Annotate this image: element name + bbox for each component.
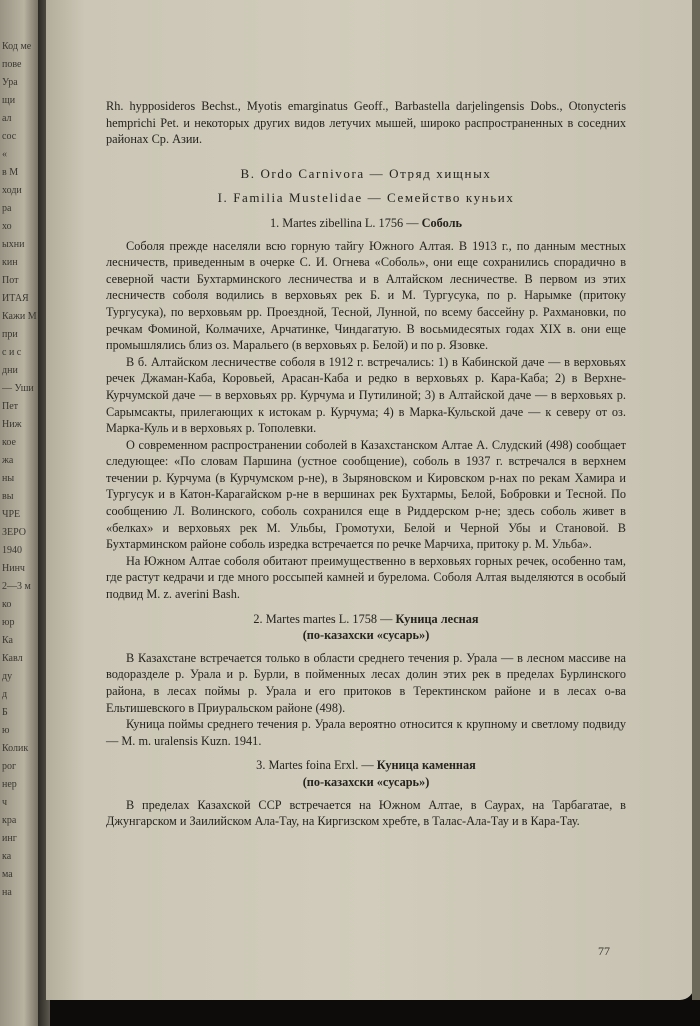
left-page-fragment: ыхни	[2, 239, 25, 250]
left-page-fragment: ю	[2, 725, 10, 736]
page-number: 77	[598, 944, 610, 958]
page-edge-right	[692, 0, 700, 1000]
paragraph-sable-current: О современном распространении соболей в Казахстанском Алтае А. Слудский (498) сообщает следующее: «По словам Паршина (устное сообщение), соболь в 1937 г. встречался в верхнем течении р. Курчума (в Курчумском р-не), в Зыряновском и Кировском р-нах по рекам Хамира и Тургусук и в Катон-Карагайском р-не в вершинах рек Бухтармы, Белой, Бобровки и Тесной. По сообщению Л. Волинского, соболь сохранился еще в Риддерском р-не; здесь соболь живет в «белках» и верховьях рек М. Ульбы, Громотухи, Белой и Черной Убы и Становой. В Бухтарминском районе соболь изредка встречается по речке Марчиха, притоку р. М. Ульба».	[106, 437, 626, 552]
left-page-fragment: в М	[2, 167, 19, 178]
left-page-fragment: на	[2, 887, 12, 898]
left-page-fragment: ра	[2, 203, 12, 214]
left-page-fragment: юр	[2, 617, 15, 628]
left-page-fragment: Колик	[2, 743, 29, 754]
left-page-fragment: инг	[2, 833, 17, 844]
paragraph-sable-history: Соболя прежде населяли всю горную тайгу Южного Алтая. В 1913 г., по данным местных лесничеств, приведенным в очерке С. И. Огнева «Соболь», они еще сохранились спорадично в северной части Бухтарминского лесничества и в Алтайском лесничестве. В первом из этих лесничеств соболя водились в верховьях рек Б. и М. Тургусука, по р. Нарымке (притоку Тургусука), по верховьям рр. Проездной, Тесной, Лунной, по всему бассейну р. Рахмановки, по речкам Фоминой, Колмачихе, Арчатинке, Чиндагатую. В восьмидесятых годах XIX в. они еще промышлялись близ оз. Маральего (в верховьях р. Белой) и по р. Язовке.	[106, 238, 626, 353]
left-page-fragment: Б	[2, 707, 8, 718]
left-page-fragment: кра	[2, 815, 17, 826]
left-page-fragment: сос	[2, 131, 17, 142]
species-3-heading	[106, 757, 626, 774]
left-page-fragment: жа	[2, 455, 14, 466]
order-heading: В. Ordo Carnivora — Отряд хищных	[240, 165, 492, 181]
left-page-fragment: рог	[2, 761, 17, 772]
left-page-fragment: хо	[2, 221, 12, 232]
family-heading: I. Familia Mustelidae — Семейство куньих	[217, 190, 515, 206]
left-page-fragment: д	[2, 689, 8, 700]
left-page-fragment: Код ме	[2, 41, 32, 52]
left-page-fragment: Ниж	[2, 419, 22, 430]
species-2-subheading: (по-казахски «сусарь»)	[302, 628, 430, 643]
species-1-heading	[106, 215, 626, 232]
left-page-fragment: Кавл	[2, 653, 23, 664]
left-page-fragment: кое	[2, 437, 16, 448]
left-page-fragment: ходи	[2, 185, 22, 196]
left-page-fragment: «	[2, 149, 7, 160]
species-3-russian: Куница каменная	[376, 758, 476, 773]
species-2-latin: 2. Martes martes L. 1758 —	[253, 611, 396, 626]
left-page-fragment: 2—3 м	[2, 581, 31, 592]
left-page-fragment: ЗЕРО	[2, 527, 27, 538]
left-page-fragment: Нинч	[2, 563, 25, 574]
left-page-fragment: Ура	[2, 77, 18, 88]
page-content	[106, 98, 626, 830]
left-page-fragment: при	[2, 329, 18, 340]
left-page-fragment: нер	[2, 779, 17, 790]
paragraph-marten-subspecies: Куница поймы среднего течения р. Урала вероятно относится к крупному и светлому подвиду — M. m. uralensis Kuzn. 1941.	[106, 717, 626, 748]
left-page-fragment: 1940	[2, 545, 22, 556]
left-page-fragment: ка	[2, 851, 12, 862]
species-3-subheading: (по-казахски «сусарь»)	[302, 774, 430, 789]
paragraph-sable-1912: В б. Алтайском лесничестве соболя в 1912 г. встречались: 1) в Кабинской даче — в верховьях речек Джаман-Каба, Коровьей, Арасан-Каба и редко в верховьях р. Кара-Каба; 2) в Верхне-Курчумской даче — в верховьях рр. Курчума и Путилиной; 3) в Алтайской даче — в верховьях р. Сарымсакты, прилегающих к истокам р. Курчума; 4) в Марка-Кульской даче — к северу от оз. Марка-Куль и в верховьях р. Тополевки.	[106, 354, 626, 436]
left-page-fragment: с и с	[2, 347, 22, 358]
left-page-fragment: ны	[2, 473, 15, 484]
left-page-fragment: ду	[2, 671, 13, 682]
paragraph-marten-range: В Казахстане встречается только в области среднего течения р. Урала — в лесном массиве на водоразделе р. Урала и р. Бурли, в пойменных лесах долин этих рек в пределах Бурлинского района, в лесах поймы р. Урала и его притоков в Теректинском районе и в лесах о-ва Ельтишевского в Приуральском районе (498).	[106, 650, 626, 715]
species-1-russian: Соболь	[421, 215, 463, 230]
left-page-fragment: Кажи М	[2, 311, 37, 322]
left-page-fragment: пове	[2, 59, 22, 70]
left-page-fragment: ИТАЯ	[2, 293, 29, 304]
species-2-heading	[106, 611, 626, 628]
species-3-latin: 3. Martes foina Erxl. —	[256, 758, 377, 773]
left-page-fragment: — Уши	[2, 383, 34, 394]
left-page-fragment: вы	[2, 491, 14, 502]
paragraph-sable-habitat: На Южном Алтае соболя обитают преимущественно в верховьях горных речек, особенно там, где растут кедрачи и где много россыпей камней и бурелома. Соболя Алтая выделяются в особый подвид M. z. averini Bash.	[106, 553, 626, 602]
left-page-fragment: щи	[2, 95, 16, 106]
intro-paragraph: Rh. hypposideros Bechst., Myotis emarginatus Geoff., Barbastella darjelingensis Dobs., Otonycteris hemprichi Pet. и некоторых других видов летучих мышей, широко распространенных в соседних районах Ср. Азии.	[106, 99, 626, 147]
species-2-russian: Куница лесная	[395, 611, 479, 626]
left-page-edge	[0, 0, 40, 1026]
left-page-fragment: кин	[2, 257, 18, 268]
paragraph-stone-marten-range: В пределах Казахской ССР встречается на Южном Алтае, в Саурах, на Тарбагатае, в Джунгарском и Заилийском Ала-Тау, на Киргизском хребте, в Талас-Ала-Тау и в Кара-Тау.	[106, 797, 626, 829]
left-page-fragment: Пот	[2, 275, 19, 286]
left-page-fragment: ко	[2, 599, 12, 610]
book-page	[46, 0, 694, 1000]
left-page-fragment: Ка	[2, 635, 13, 646]
species-1-latin: 1. Martes zibellina L. 1756 —	[269, 215, 422, 230]
left-page-fragment: ЧРЕ	[2, 509, 21, 520]
left-page-fragment: ч	[2, 797, 8, 808]
left-page-fragment: Пет	[2, 401, 19, 412]
left-page-fragment: ал	[2, 113, 12, 124]
left-page-fragment: ма	[2, 869, 13, 880]
left-page-fragment: дни	[2, 365, 18, 376]
